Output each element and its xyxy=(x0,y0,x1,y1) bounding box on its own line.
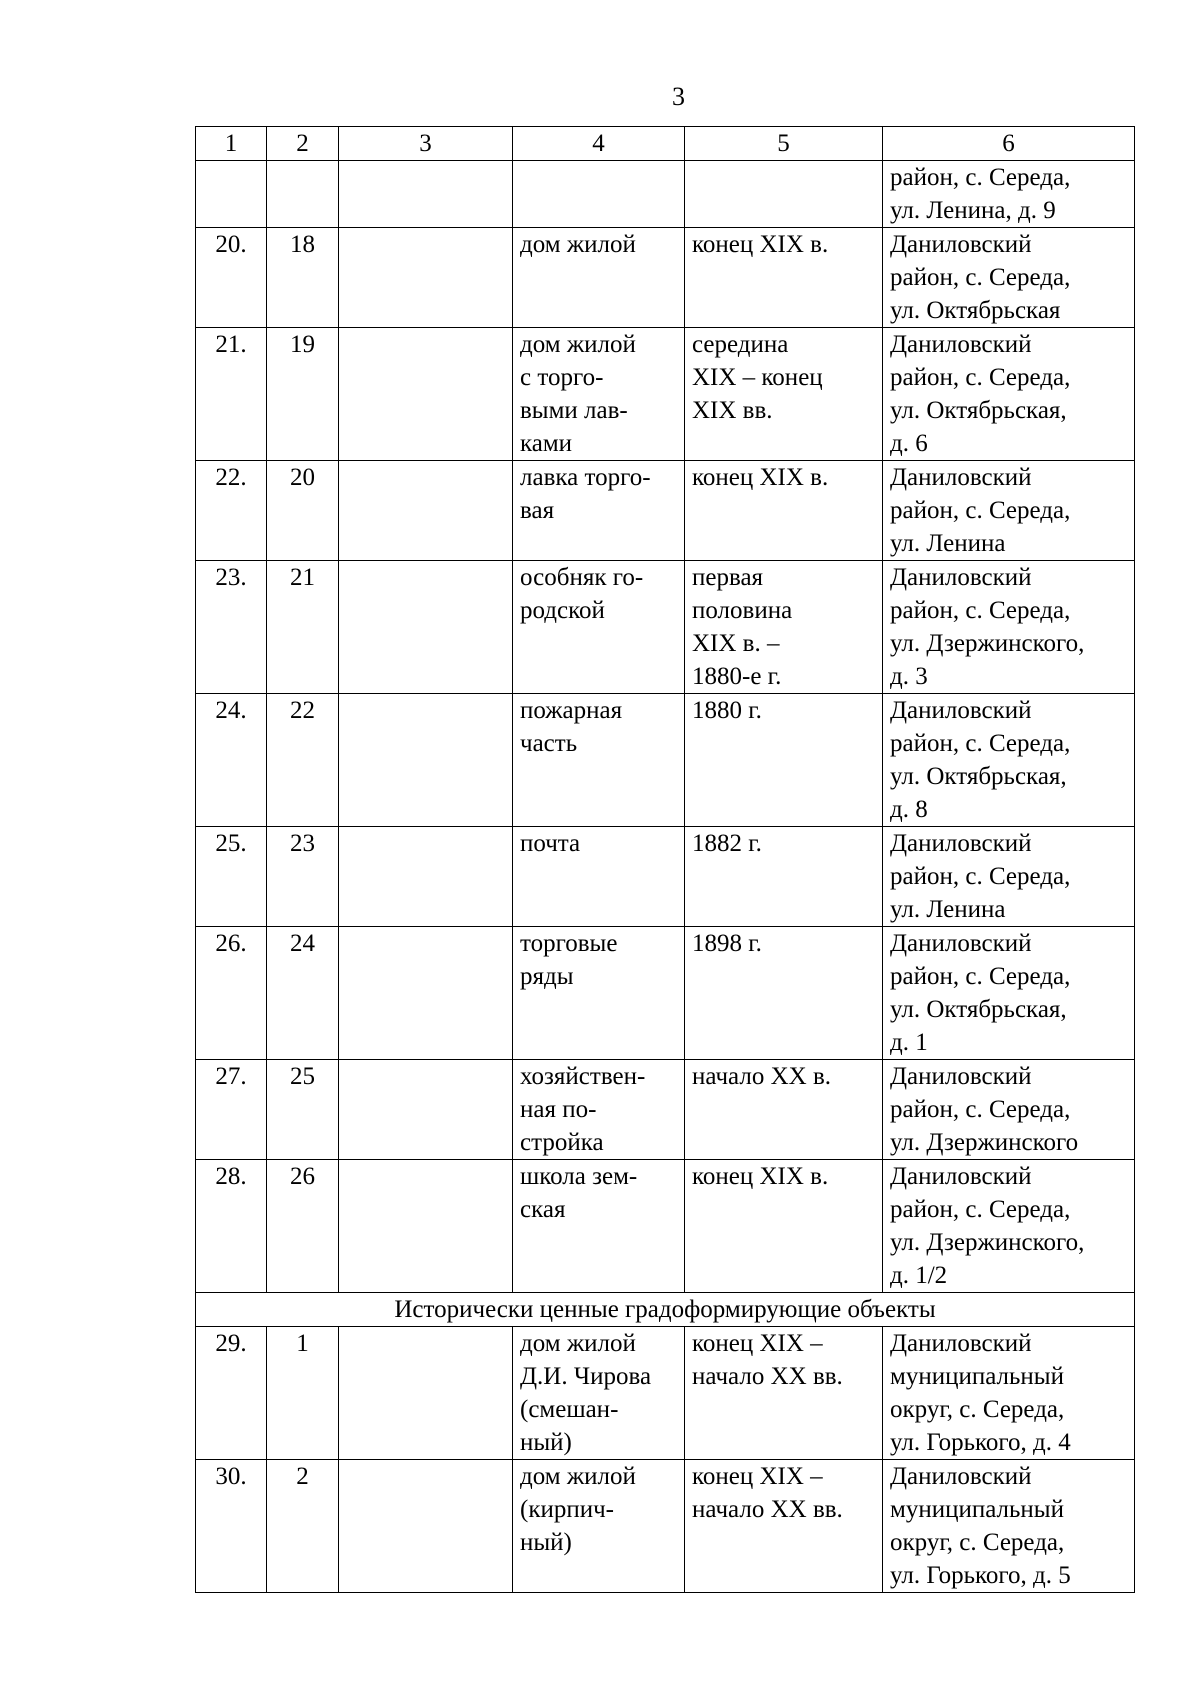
cell-address: Даниловский муниципальный округ, с. Середа, ул. Горького, д. 4 xyxy=(883,1327,1135,1460)
cell-address: Даниловский район, с. Середа, ул. Ленина xyxy=(883,827,1135,927)
table-row xyxy=(196,1060,1135,1160)
cell-address: Даниловский район, с. Середа, ул. Октябрьская, д. 6 xyxy=(883,328,1135,461)
cell-object-id xyxy=(267,161,339,228)
cell-date: 1880 г. xyxy=(685,694,883,827)
cell-number: 30. xyxy=(196,1460,267,1593)
column-header: 5 xyxy=(685,127,883,161)
cell-type: торговые ряды xyxy=(513,927,685,1060)
cell-date: 1898 г. xyxy=(685,927,883,1060)
cell-object-id: 1 xyxy=(267,1327,339,1460)
section-title: Исторически ценные градоформирующие объекты xyxy=(196,1293,1135,1327)
cell-type xyxy=(513,161,685,228)
cell-object-id: 22 xyxy=(267,694,339,827)
cell-name xyxy=(339,1460,513,1593)
page-number: 3 xyxy=(672,82,685,111)
table-row xyxy=(196,1460,1135,1593)
cell-number: 22. xyxy=(196,461,267,561)
column-header: 2 xyxy=(267,127,339,161)
cell-type: лавка торго- вая xyxy=(513,461,685,561)
cell-name xyxy=(339,161,513,228)
cell-number: 28. xyxy=(196,1160,267,1293)
cell-number: 26. xyxy=(196,927,267,1060)
table-row xyxy=(196,1160,1135,1293)
cell-name xyxy=(339,461,513,561)
cell-type: дом жилой (кирпич- ный) xyxy=(513,1460,685,1593)
cell-address: Даниловский район, с. Середа, ул. Октябрьская xyxy=(883,228,1135,328)
cell-number: 21. xyxy=(196,328,267,461)
cell-address: Даниловский муниципальный округ, с. Середа, ул. Горького, д. 5 xyxy=(883,1460,1135,1593)
cell-object-id: 19 xyxy=(267,328,339,461)
cell-name xyxy=(339,827,513,927)
column-header: 1 xyxy=(196,127,267,161)
cell-address: Даниловский район, с. Середа, ул. Ленина xyxy=(883,461,1135,561)
cell-date: конец XIX – начало XX вв. xyxy=(685,1327,883,1460)
cell-name xyxy=(339,1160,513,1293)
cell-object-id: 21 xyxy=(267,561,339,694)
cell-type: школа зем- ская xyxy=(513,1160,685,1293)
cell-object-id: 25 xyxy=(267,1060,339,1160)
cell-number: 25. xyxy=(196,827,267,927)
cell-address: Даниловский район, с. Середа, ул. Дзержинского, д. 3 xyxy=(883,561,1135,694)
cell-date: конец XIX в. xyxy=(685,461,883,561)
column-number-row xyxy=(196,127,1135,161)
table-row xyxy=(196,328,1135,461)
cell-address: Даниловский район, с. Середа, ул. Дзержинского xyxy=(883,1060,1135,1160)
cell-number: 27. xyxy=(196,1060,267,1160)
cell-date: конец XIX в. xyxy=(685,228,883,328)
table-row xyxy=(196,1327,1135,1460)
column-header: 6 xyxy=(883,127,1135,161)
cell-number: 23. xyxy=(196,561,267,694)
cell-date: середина XIX – конец XIX вв. xyxy=(685,328,883,461)
table-row xyxy=(196,694,1135,827)
table-row xyxy=(196,927,1135,1060)
cell-date: конец XIX в. xyxy=(685,1160,883,1293)
cell-object-id: 23 xyxy=(267,827,339,927)
cell-name xyxy=(339,694,513,827)
column-header: 4 xyxy=(513,127,685,161)
table-row xyxy=(196,561,1135,694)
cell-address: Даниловский район, с. Середа, ул. Октябрьская, д. 8 xyxy=(883,694,1135,827)
cell-name xyxy=(339,328,513,461)
table-body xyxy=(196,127,1135,1593)
cell-name xyxy=(339,1327,513,1460)
cell-object-id: 24 xyxy=(267,927,339,1060)
cell-type: почта xyxy=(513,827,685,927)
cell-object-id: 18 xyxy=(267,228,339,328)
cell-type: дом жилой Д.И. Чирова (смешан- ный) xyxy=(513,1327,685,1460)
column-header: 3 xyxy=(339,127,513,161)
heritage-objects-table xyxy=(195,126,1135,1593)
table-row xyxy=(196,461,1135,561)
cell-number: 24. xyxy=(196,694,267,827)
cell-object-id: 2 xyxy=(267,1460,339,1593)
cell-name xyxy=(339,228,513,328)
cell-date: начало XX в. xyxy=(685,1060,883,1160)
table-row xyxy=(196,827,1135,927)
cell-date: 1882 г. xyxy=(685,827,883,927)
cell-name xyxy=(339,927,513,1060)
cell-date: конец XIX – начало XX вв. xyxy=(685,1460,883,1593)
cell-date xyxy=(685,161,883,228)
cell-date: первая половина XIX в. – 1880-е г. xyxy=(685,561,883,694)
section-row xyxy=(196,1293,1135,1327)
cell-type: особняк го- родской xyxy=(513,561,685,694)
cell-object-id: 20 xyxy=(267,461,339,561)
cell-name xyxy=(339,561,513,694)
cell-address: Даниловский район, с. Середа, ул. Дзержинского, д. 1/2 xyxy=(883,1160,1135,1293)
cell-type: дом жилой xyxy=(513,228,685,328)
cell-address: район, с. Середа, ул. Ленина, д. 9 xyxy=(883,161,1135,228)
continuation-row xyxy=(196,161,1135,228)
cell-number: 20. xyxy=(196,228,267,328)
cell-number: 29. xyxy=(196,1327,267,1460)
cell-address: Даниловский район, с. Середа, ул. Октябрьская, д. 1 xyxy=(883,927,1135,1060)
cell-object-id: 26 xyxy=(267,1160,339,1293)
table-row xyxy=(196,228,1135,328)
cell-type: хозяйствен- ная по- стройка xyxy=(513,1060,685,1160)
cell-name xyxy=(339,1060,513,1160)
cell-number xyxy=(196,161,267,228)
cell-type: пожарная часть xyxy=(513,694,685,827)
cell-type: дом жилой с торго- выми лав- ками xyxy=(513,328,685,461)
